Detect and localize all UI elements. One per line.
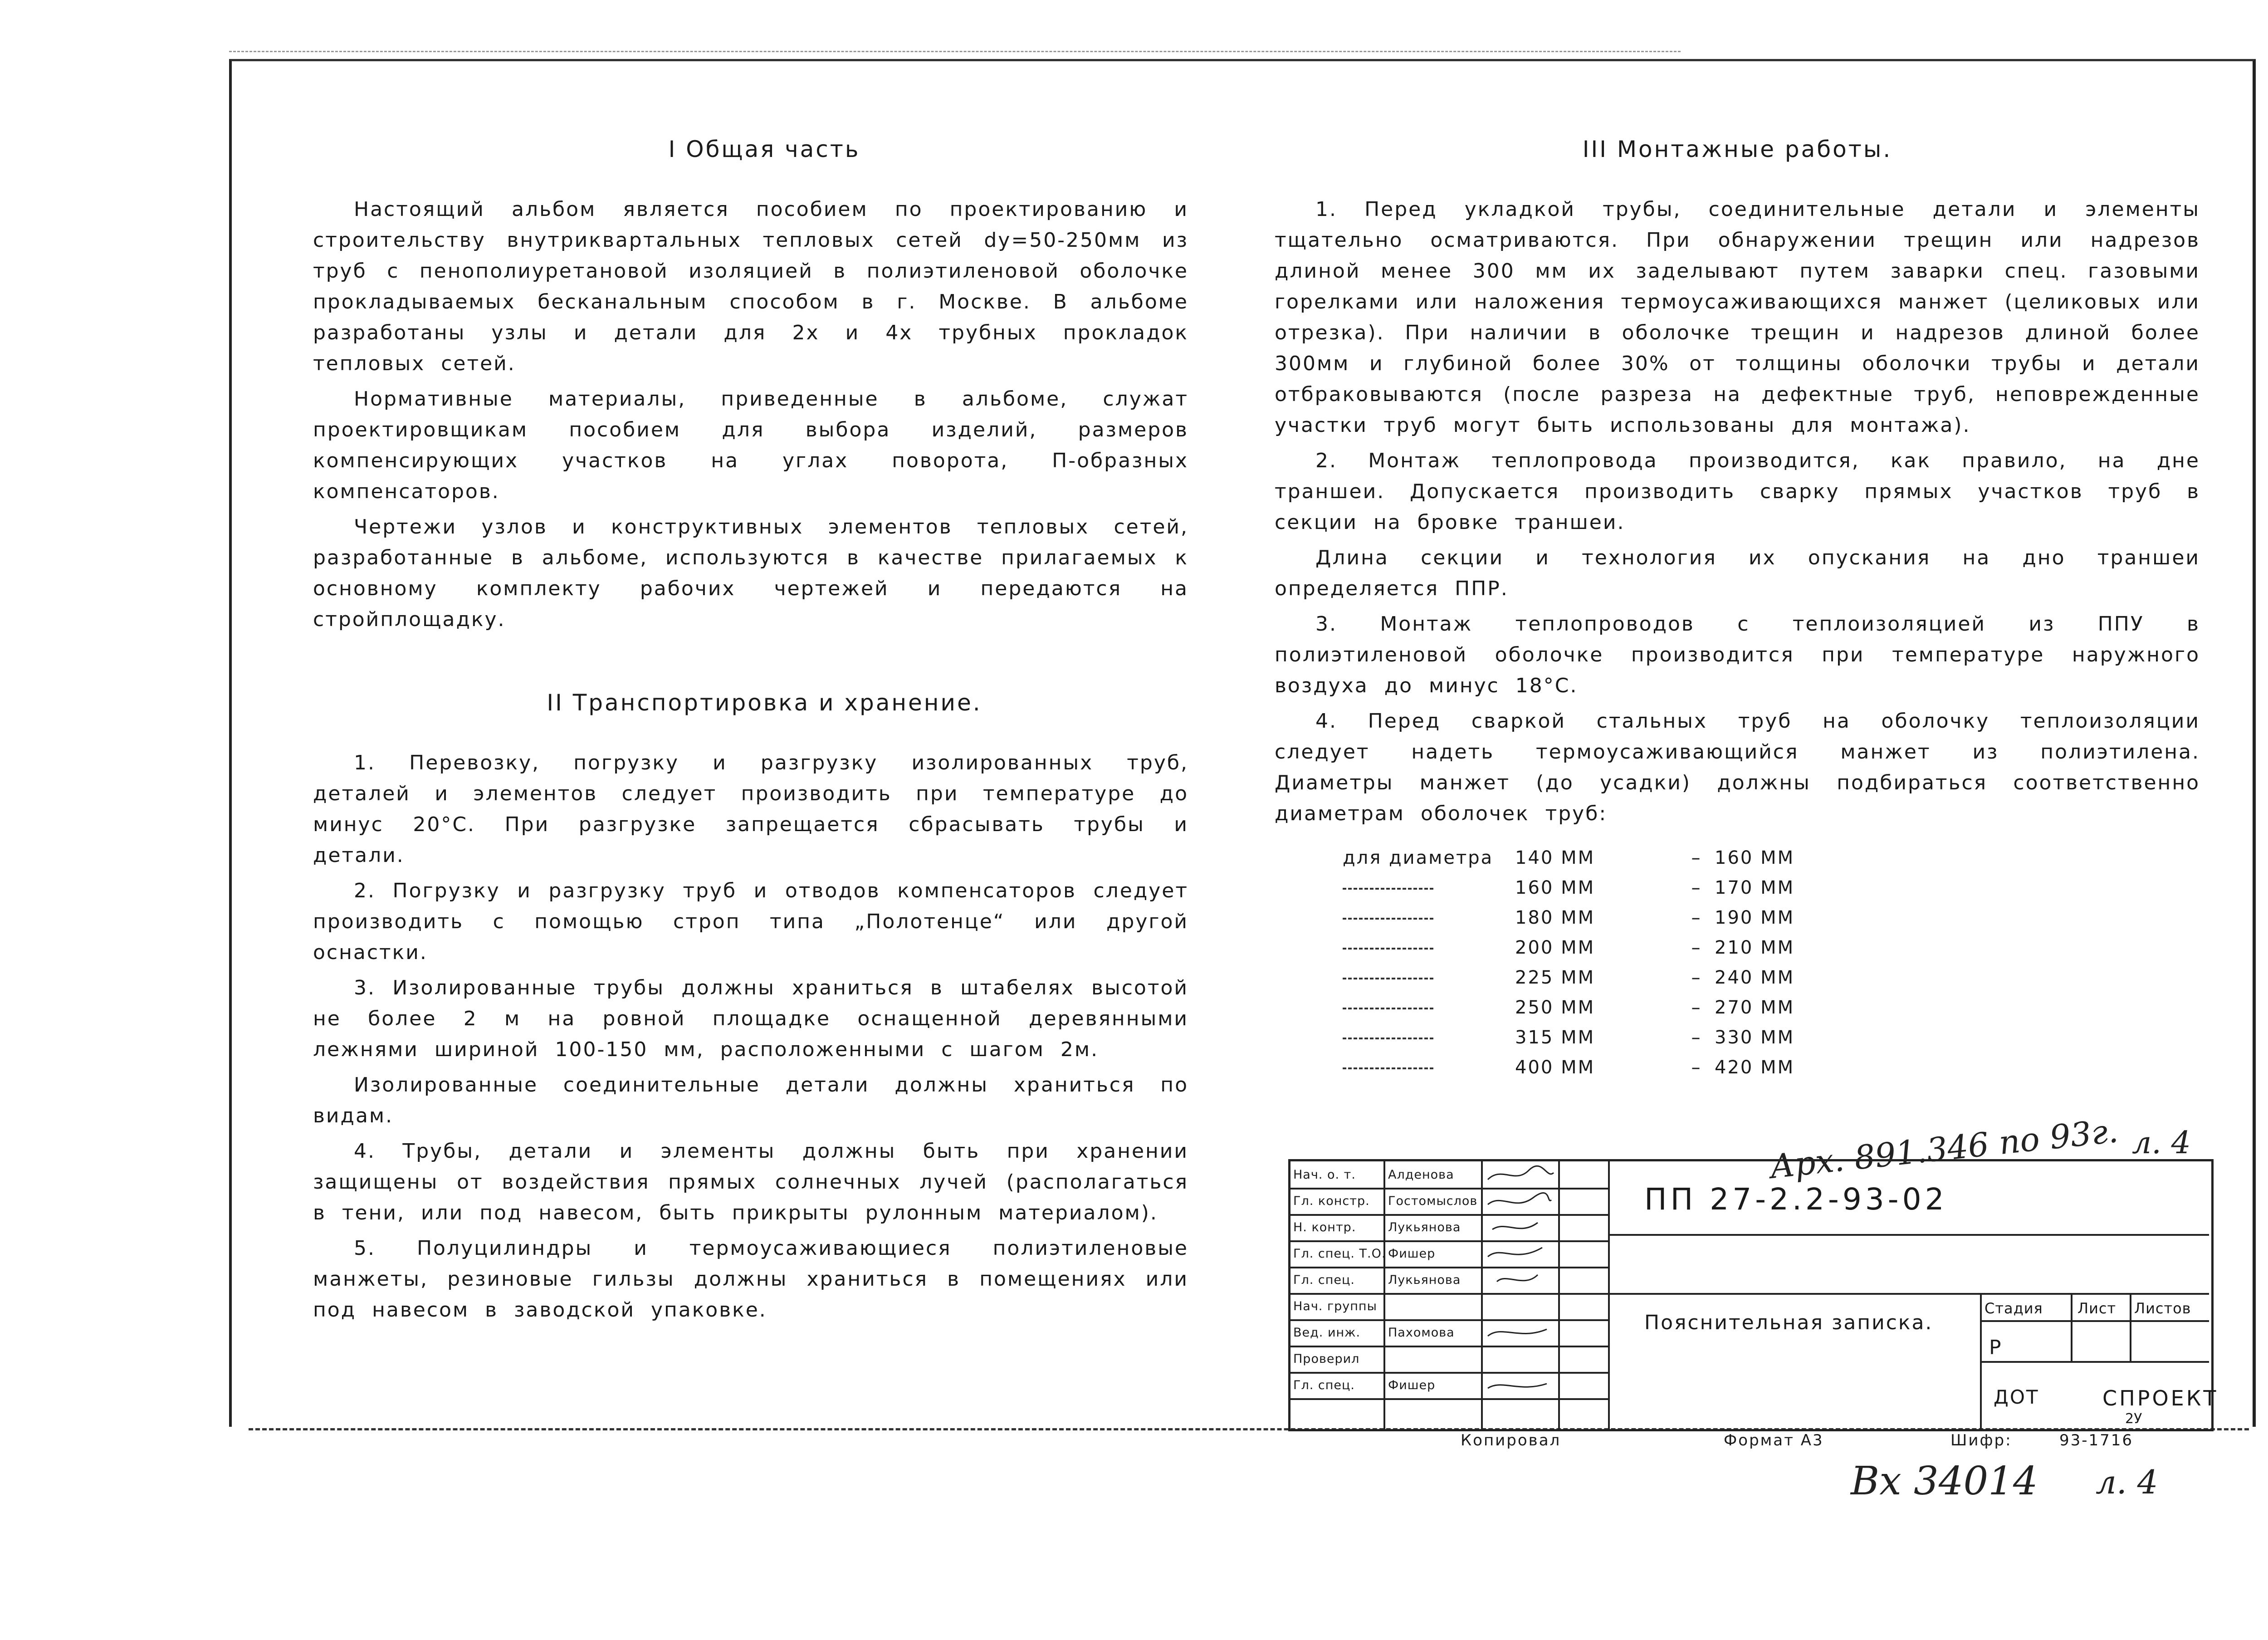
ditto-mark [1343, 1067, 1433, 1069]
section-2-paragraph: 4. Трубы, детали и элементы должны быть при хранении защищены от воздействия прямых солнечных лучей (располагаться в тени, или под навесом, быть прикрыты рулонным материалом). [313, 1140, 1188, 1224]
section-3-paragraph: Длина секции и технология их опускания на дно траншеи определяется ППР. [1275, 546, 2200, 600]
ditto-mark [1343, 978, 1433, 979]
cipher-value: 93-1716 [2059, 1431, 2134, 1449]
size-to: 190 ММ [1715, 907, 1795, 928]
section-2-paragraph: 2. Погрузку и разгрузку труб и отводов компенсаторов следует производить с помощью строп типа „Полотенце“ или другой оснастки. [313, 879, 1188, 964]
section-2-title: II Транспортировка и хранение. [547, 690, 982, 716]
stage-header: Стадия [1984, 1300, 2043, 1317]
stamp-name: Фишер [1388, 1378, 1436, 1392]
stamp-role: Вед. инж. [1293, 1326, 1361, 1340]
section-2-paragraph: 5. Полуцилиндры и термоусаживающиеся полиэтиленовые манжеты, резиновые гильзы должны храниться в помещениях или под навесом в заводской упаковке. [313, 1237, 1188, 1322]
section-2-paragraph: Изолированные соединительные детали должны храниться по видам. [313, 1073, 1188, 1127]
section-1-title: I Общая часть [668, 136, 860, 162]
size-row: 180 ММ – 190 ММ [1343, 903, 1833, 933]
signatures-scribble [1483, 1161, 1558, 1402]
size-from: 315 ММ [1515, 1027, 1595, 1048]
section-3-paragraph: 3. Монтаж теплопроводов с теплоизоляцией из ППУ в полиэтиленовой оболочке производится при температуре наружного воздуха до минус 18°С. [1275, 612, 2200, 697]
stamp-name: Лукьянова [1388, 1220, 1461, 1234]
size-to: 270 ММ [1715, 997, 1795, 1018]
stamp-name: Пахомова [1388, 1326, 1455, 1340]
size-from: 200 ММ [1515, 937, 1595, 958]
stamp-role: Нач. группы [1293, 1299, 1377, 1313]
size-to: 420 ММ [1715, 1057, 1795, 1078]
size-to: 160 ММ [1715, 847, 1795, 868]
right-column [1275, 136, 2200, 1082]
size-row: 400 ММ – 420 ММ [1343, 1053, 1833, 1082]
section-1-paragraph: Настоящий альбом является пособием по проектированию и строительству внутриквартальных тепловых сетей dу=50-250мм из труб с пенополиуретановой изоляцией в полиэтиленовой оболочке прокладываемых бесканальным способом в г. Москве. В альбоме разработаны узлы и детали для 2х и 4х трубных прокладок тепловых сетей. [313, 198, 1188, 375]
title-block-stamp [1288, 1159, 2219, 1431]
stamp-name: Лукьянова [1388, 1273, 1461, 1287]
size-from: 180 ММ [1515, 907, 1595, 928]
section-3-paragraph: 1. Перед укладкой трубы, соединительные детали и элементы тщательно осматриваются. При обнаружении трещин или надрезов длиной менее 300 мм их заделывают путем заварки спец. газовыми горелками или наложения термоусаживающихся манжет (целиковых или отрезка). При наличии в оболочке трещин и надрезов длиной более 300мм и глубиной более 30% от толщины оболочки трубы и детали отбраковываются (после разреза на дефектные труб, неповрежденные участки труб могут быть использованы для монтажа). [1275, 198, 2200, 437]
size-row: 225 ММ – 240 ММ [1343, 963, 1833, 993]
archive-sheet-note: л. 4 [2132, 1125, 2191, 1161]
sheets-header: Листов [2134, 1300, 2191, 1317]
document-code: ПП 27-2.2-93-02 [1644, 1182, 1948, 1217]
size-to: 330 ММ [1715, 1027, 1795, 1048]
size-row: 315 ММ – 330 ММ [1343, 1023, 1833, 1053]
stamp-name: Алденова [1388, 1168, 1454, 1182]
size-row: для диаметра 140 ММ – 160 ММ [1343, 843, 1833, 873]
sheet-header: Лист [2077, 1300, 2116, 1317]
section-1-paragraph: Чертежи узлов и конструктивных элементов тепловых сетей, разработанные в альбоме, используются в качестве прилагаемых к основному комплекту рабочих чертежей и передаются на стройплощадку. [313, 515, 1188, 631]
size-from: 225 ММ [1515, 967, 1595, 988]
left-column [313, 136, 1188, 1330]
copied-label: Копировал [1461, 1431, 1561, 1449]
cipher-label: Шифр: [1950, 1431, 2012, 1449]
stamp-role: Гл. спец. [1293, 1273, 1355, 1287]
ditto-mark [1343, 1038, 1433, 1039]
organization-small: 2У [2125, 1411, 2142, 1427]
ditto-mark [1343, 1008, 1433, 1009]
inventory-handwritten-note: Вх 34014 [1851, 1459, 2038, 1504]
ditto-mark [1343, 888, 1433, 890]
size-from: 400 ММ [1515, 1057, 1595, 1078]
archive-handwritten-note: Арх. 891.346 по 93г. [1768, 1111, 2120, 1186]
size-from: 250 ММ [1515, 997, 1595, 1018]
section-2-paragraph: 3. Изолированные трубы должны храниться в штабелях высотой не более 2 м на ровной площадке оснащенной деревянными лежнями шириной 100-150 мм, расположенными с шагом 2м. [313, 976, 1188, 1061]
ditto-mark [1343, 918, 1433, 920]
section-2-paragraph: 1. Перевозку, погрузку и разгрузку изолированных труб, деталей и элементов следует производить при температуре до минус 20°С. При разгрузке запрещается сбрасывать трубы и детали. [313, 751, 1188, 867]
inventory-sheet-note: л. 4 [2096, 1463, 2158, 1501]
stage-value: Р [1989, 1336, 2001, 1359]
format-label: Формат А3 [1724, 1431, 1824, 1449]
stamp-role: Гл. спец. [1293, 1378, 1355, 1392]
stamp-role: Проверил [1293, 1352, 1360, 1366]
document-title: Пояснительная записка. [1644, 1311, 1933, 1334]
stamp-role: Нач. о. т. [1293, 1168, 1356, 1182]
scan-edge-line [229, 51, 1681, 52]
section-3-paragraph: 2. Монтаж теплопровода производится, как правило, на дне траншеи. Допускается производить сварку прямых участков труб в секции на бровке траншеи. [1275, 449, 2200, 534]
size-row: 200 ММ – 210 ММ [1343, 933, 1833, 963]
stamp-name: Гостомыслов [1388, 1194, 1478, 1208]
organization-left: ДОТ [1994, 1386, 2039, 1408]
ditto-mark [1343, 948, 1433, 950]
size-row: 250 ММ – 270 ММ [1343, 993, 1833, 1023]
stamp-name: Фишер [1388, 1247, 1436, 1261]
size-from: 140 ММ [1515, 847, 1595, 868]
size-from: 160 ММ [1515, 877, 1595, 898]
size-to: 210 ММ [1715, 937, 1795, 958]
stamp-role: Гл. спец. Т.О. [1293, 1247, 1386, 1261]
size-to: 240 ММ [1715, 967, 1795, 988]
stamp-role: Н. контр. [1293, 1220, 1356, 1234]
organization-right: СПРОЕКТ [2102, 1386, 2219, 1410]
section-3-title: III Монтажные работы. [1582, 136, 1892, 162]
section-1-paragraph: Нормативные материалы, приведенные в альбоме, служат проектировщикам пособием для выбора изделий, размеров компенсирующих участков на углах поворота, П-образных компенсаторов. [313, 387, 1188, 503]
stamp-role: Гл. констр. [1293, 1194, 1370, 1208]
size-row: 160 ММ – 170 ММ [1343, 873, 1833, 903]
size-to: 170 ММ [1715, 877, 1795, 898]
sleeve-size-table [1343, 843, 1833, 1082]
size-lead-label: для диаметра [1343, 847, 1494, 868]
section-3-paragraph: 4. Перед сваркой стальных труб на оболочку теплоизоляции следует надеть термоусаживающийся манжет из полиэтилена. Диаметры манжет (до усадки) должны подбираться соответственно диаметрам оболочек труб: [1275, 710, 2200, 825]
